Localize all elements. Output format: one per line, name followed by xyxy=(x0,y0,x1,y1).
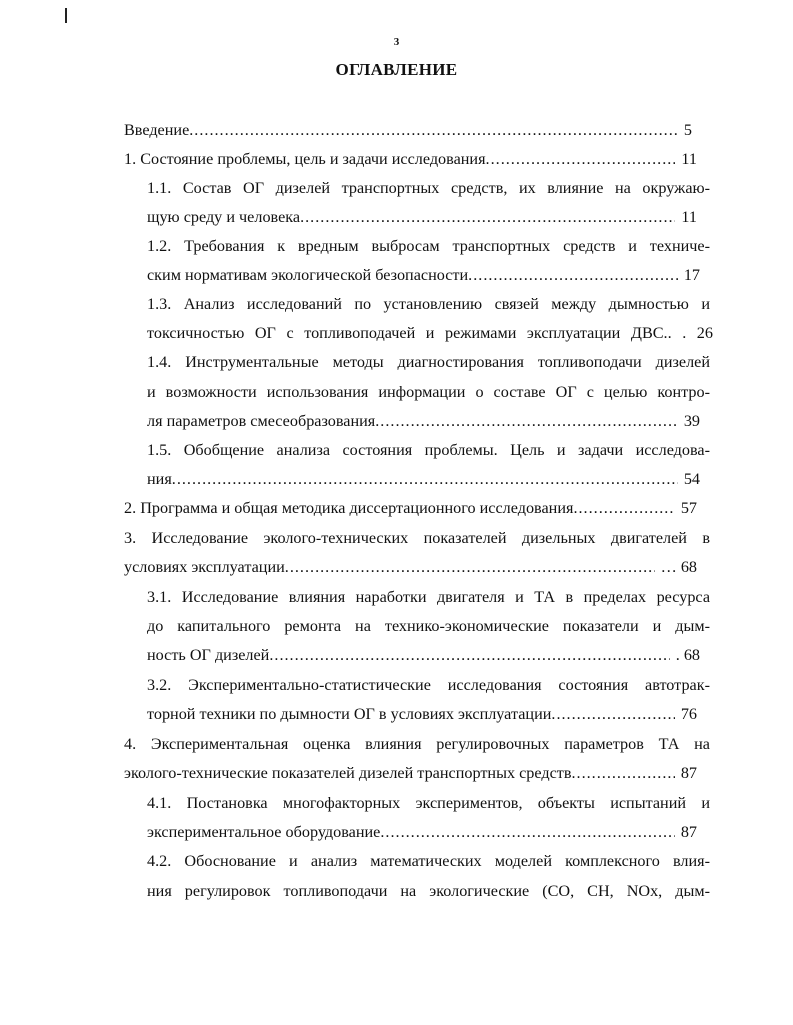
toc-entry-text: условиях эксплуатации xyxy=(124,558,285,576)
toc-entry: 4.1. Постановка многофакторных экспериментов, объекты испытаний и xyxy=(147,794,710,812)
toc-entry-text: 1. Состояние проблемы, цель и задачи исследования xyxy=(124,150,486,168)
toc-entry xyxy=(147,207,697,227)
dot-leader xyxy=(269,645,669,665)
dot-leader xyxy=(573,498,674,518)
toc-entry: 1.5. Обобщение анализа состояния проблемы. Цель и задачи исследова- xyxy=(147,441,710,459)
toc-entry-text: ность ОГ дизелей xyxy=(147,646,270,664)
toc-page: 87 xyxy=(680,823,697,841)
toc-page: 39 xyxy=(683,412,700,430)
toc-entry: 4.2. Обоснование и анализ математических моделей комплексного влия- xyxy=(147,852,710,870)
page-number: 3 xyxy=(393,36,400,48)
toc-page: 54 xyxy=(683,470,700,488)
toc-entry xyxy=(147,645,700,665)
toc-entry: токсичностью ОГ с топливоподачей и режимами эксплуатации ДВС.. . 26 xyxy=(147,324,713,342)
toc-entry: 1.3. Анализ исследований по установлению связей между дымностью и xyxy=(147,295,710,313)
toc-page: . 68 xyxy=(675,646,700,664)
toc-entry-text: 2. Программа и общая методика диссертационного исследования xyxy=(124,499,574,517)
dot-leader xyxy=(375,411,678,431)
dot-leader xyxy=(172,469,678,489)
toc-entry: 3.2. Экспериментально-статистические исследования состояния автотрак- xyxy=(147,676,710,694)
toc-entry: 4. Экспериментальная оценка влияния регулировочных параметров ТА на xyxy=(124,735,710,753)
toc-entry: 1.2. Требования к вредным выбросам транспортных средств и техниче- xyxy=(147,237,710,255)
toc-page: 17 xyxy=(683,266,700,284)
toc-entry-text: ским нормативам экологической безопасности xyxy=(147,266,469,284)
toc-entry xyxy=(124,149,697,169)
dot-leader xyxy=(380,822,674,842)
toc-entry xyxy=(147,704,697,724)
toc-entry xyxy=(124,763,697,783)
toc-entry: 1.4. Инструментальные методы диагностирования топливоподачи дизелей xyxy=(147,353,710,371)
dot-leader xyxy=(285,557,655,577)
toc-entry-text: щую среду и человека xyxy=(147,208,301,226)
toc-entry-text: ния xyxy=(147,470,172,488)
page-title: ОГЛАВЛЕНИЕ xyxy=(335,60,458,79)
toc-page: … 68 xyxy=(660,558,697,576)
toc-page: 11 xyxy=(681,150,697,168)
dot-leader xyxy=(189,120,678,140)
toc-entry: 3. Исследование эколого-технических показателей дизельных двигателей в xyxy=(124,529,710,547)
toc-entry xyxy=(147,469,700,489)
toc-page: 76 xyxy=(680,705,697,723)
dot-leader xyxy=(468,265,678,285)
dot-leader xyxy=(571,763,674,783)
toc-page: 87 xyxy=(680,764,697,782)
toc-entry: 1.1. Состав ОГ дизелей транспортных средств, их влияние на окружаю- xyxy=(147,179,710,197)
dot-leader xyxy=(300,207,675,227)
toc-entry: и возможности использования информации о составе ОГ с целью контро- xyxy=(147,383,710,401)
dot-leader xyxy=(486,149,676,169)
toc-entry xyxy=(124,120,692,140)
toc-entry-text: Введение xyxy=(124,121,190,139)
toc-page: 5 xyxy=(683,121,692,139)
toc-entry xyxy=(124,557,697,577)
toc-entry xyxy=(147,265,700,285)
toc-entry xyxy=(124,498,697,518)
toc-entry-text: ля параметров смесеобразования xyxy=(147,412,376,430)
toc-entry xyxy=(147,822,697,842)
toc-page: 57 xyxy=(680,499,697,517)
scan-mark xyxy=(65,8,67,23)
toc-entry-text: экспериментальное оборудование xyxy=(147,823,381,841)
toc-entry-text: торной техники по дымности ОГ в условиях эксплуатации xyxy=(147,705,552,723)
toc-page: 11 xyxy=(681,208,697,226)
toc-entry: ния регулировок топливоподачи на экологические (СО, СН, NOx, дым- xyxy=(147,882,710,900)
toc-entry xyxy=(147,411,700,431)
toc-entry-text: эколого-технические показателей дизелей транспортных средств xyxy=(124,764,572,782)
toc-entry: 3.1. Исследование влияния наработки двигателя и ТА в пределах ресурса xyxy=(147,588,710,606)
dot-leader xyxy=(551,704,674,724)
toc-entry: до капитального ремонта на технико-экономические показатели и дым- xyxy=(147,617,710,635)
